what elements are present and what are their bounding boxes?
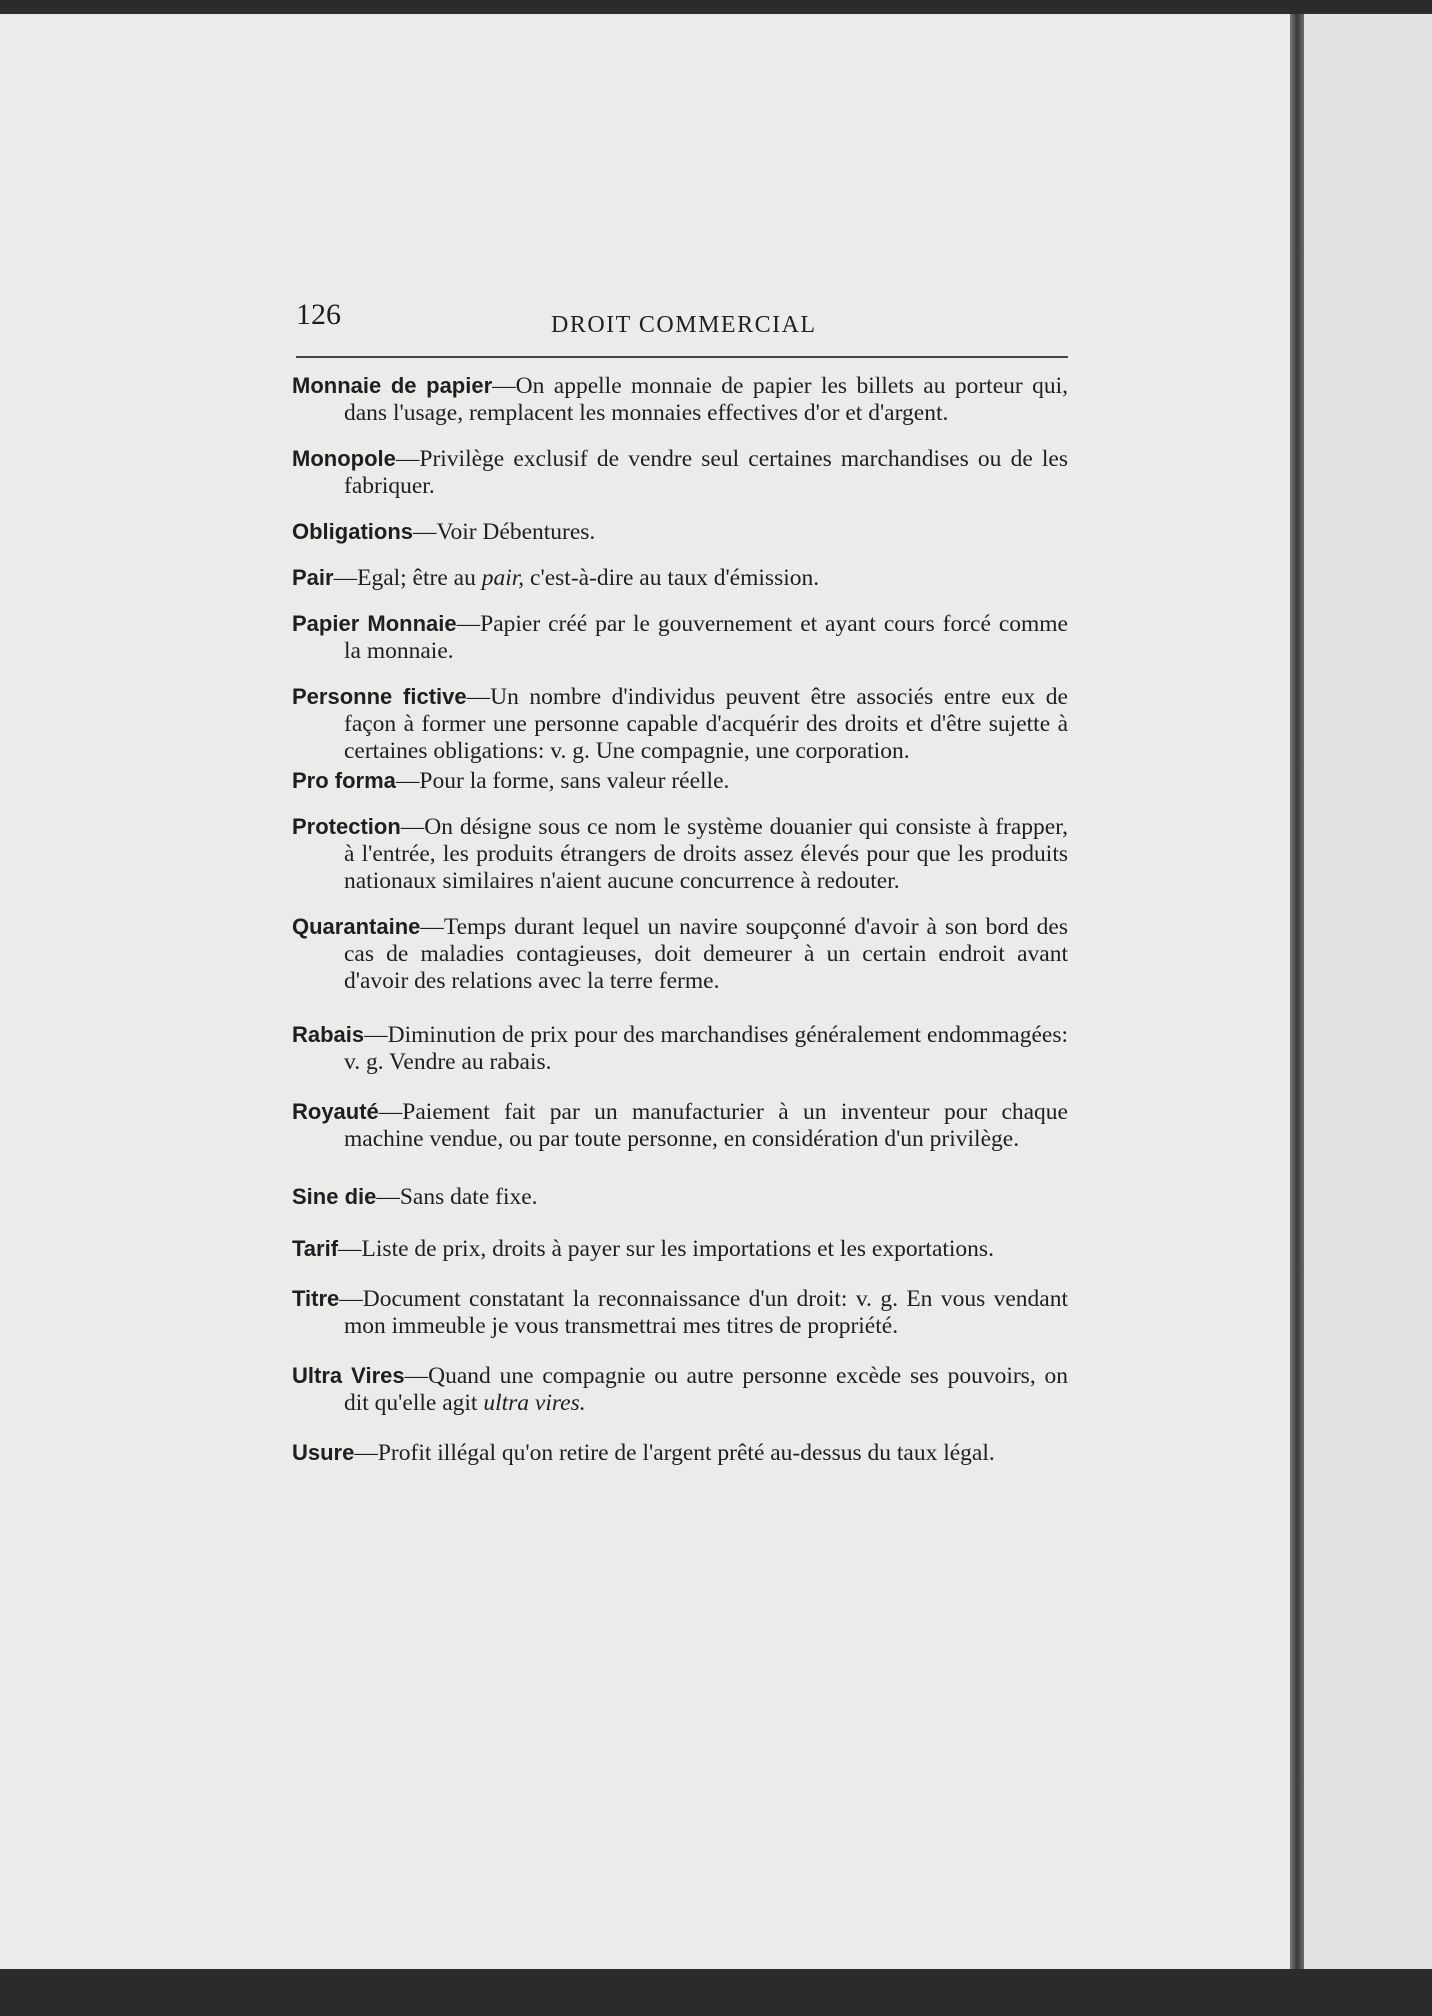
glossary-entry: Monopole—Privilège exclusif de vendre seul certaines marchandises ou de les fabriquer. <box>292 446 1068 499</box>
glossary-entry: Monnaie de papier—On appelle monnaie de papier les billets au porteur qui, dans l'usage, remplacent les monnaies effectives d'or et d'argent. <box>292 373 1068 426</box>
entry-definition-emphasis: pair, <box>481 565 525 591</box>
entry-definition: Pour la forme, sans valeur réelle. <box>419 768 730 794</box>
entry-definition: Liste de prix, droits à payer sur les importations et les exportations. <box>361 1236 994 1262</box>
entry-definition: Profit illégal qu'on retire de l'argent prêté au-dessus du taux légal. <box>377 1440 995 1466</box>
scan-bottom-border <box>0 1969 1432 2016</box>
glossary-entry: Tarif—Liste de prix, droits à payer sur les importations et les exportations. <box>292 1236 994 1262</box>
glossary-entry: Rabais—Diminution de prix pour des marchandises généralement endommagées: v. g. Vendre au rabais. <box>292 1022 1068 1075</box>
glossary-entry: Ultra Vires—Quand une compagnie ou autre personne excède ses pouvoirs, on dit qu'elle agit ultra vires. <box>292 1363 1069 1416</box>
glossary-entry: Protection—On désigne sous ce nom le système douanier qui consiste à frapper, à l'entrée, les produits étrangers de droits assez élevés pour que les produits nationaux similaires n'aient aucune concurrence à redouter. <box>292 814 1068 894</box>
book-spine <box>1290 14 1304 1969</box>
glossary-entry: Personne fictive—Un nombre d'individus peuvent être associés entre eux de façon à former une personne capable d'acquérir des droits et d'être sujette à certaines obligations: v. g. Une compagnie, une corporation. <box>292 684 1068 764</box>
entry-definition: Paiement fait par un manufacturier à un inventeur pour chaque machine vendue, ou par toute personne, en considération d'un privilège. <box>344 1099 1068 1152</box>
entry-definition-part: c'est-à-dire au taux d'émission. <box>524 565 820 591</box>
entry-term: Monopole <box>292 446 396 471</box>
entry-definition: Diminution de prix pour des marchandises généralement endommagées: v. g. Vendre au rabais. <box>344 1022 1068 1075</box>
entry-term: Papier Monnaie <box>292 611 457 636</box>
page-number: 126 <box>296 298 341 331</box>
entry-term: Titre <box>292 1286 340 1311</box>
entry-term: Ultra Vires <box>292 1363 405 1388</box>
entry-term: Quarantaine <box>292 914 421 939</box>
entry-term: Pair <box>292 565 334 590</box>
entry-term: Sine die <box>292 1184 377 1209</box>
entry-definition: Document constatant la reconnaissance d'un droit: v. g. En vous vendant mon immeuble je vous transmettrai mes titres de propriété. <box>344 1286 1068 1339</box>
entry-term: Monnaie de papier <box>292 373 493 398</box>
entry-term: Usure <box>292 1440 355 1465</box>
entry-term: Personne fictive <box>292 684 467 709</box>
entry-definition-part: Egal; être au <box>357 565 482 591</box>
scan-top-border <box>0 0 1432 14</box>
entry-definition: On désigne sous ce nom le système douanier qui consiste à frapper, à l'entrée, les produits étrangers de droits assez élevés pour que les produits nationaux similaires n'aient aucune concurrence à redouter. <box>344 814 1068 894</box>
entry-term: Pro forma <box>292 768 396 793</box>
entry-definition-part: Quand une compagnie ou autre personne excède ses pouvoirs, on dit qu'elle agit <box>344 1363 1069 1416</box>
adjacent-page-edge <box>1304 14 1432 1969</box>
running-title: DROIT COMMERCIAL <box>551 312 817 338</box>
glossary-entry: Titre—Document constatant la reconnaissance d'un droit: v. g. En vous vendant mon immeuble je vous transmettrai mes titres de propriété. <box>292 1286 1068 1339</box>
glossary-entry: Quarantaine—Temps durant lequel un navire soupçonné d'avoir à son bord des cas de maladies contagieuses, doit demeurer à un certain endroit avant d'avoir des relations avec la terre ferme. <box>292 914 1068 994</box>
entry-definition: Temps durant lequel un navire soupçonné d'avoir à son bord des cas de maladies contagieuses, doit demeurer à un certain endroit avant d'avoir des relations avec la terre ferme. <box>344 914 1068 994</box>
glossary-entry: Papier Monnaie—Papier créé par le gouvernement et ayant cours forcé comme la monnaie. <box>292 611 1068 664</box>
entry-term: Obligations <box>292 519 413 544</box>
entry-term: Royauté <box>292 1099 379 1124</box>
entry-definition: Voir Débentures. <box>436 519 596 545</box>
entry-definition-emphasis: ultra vires. <box>483 1390 586 1416</box>
glossary-entries <box>292 372 1068 1467</box>
entry-definition: Sans date fixe. <box>399 1184 538 1210</box>
entry-term: Rabais <box>292 1022 365 1047</box>
page-header <box>296 298 1068 358</box>
entry-definition: Privilège exclusif de vendre seul certaines marchandises ou de les fabriquer. <box>344 446 1068 499</box>
entry-term: Protection <box>292 814 401 839</box>
glossary-entry: Sine die—Sans date fixe. <box>292 1184 538 1210</box>
entry-term: Tarif <box>292 1236 339 1261</box>
glossary-entry: Pro forma—Pour la forme, sans valeur réelle. <box>292 768 730 794</box>
entry-definition: Un nombre d'individus peuvent être associés entre eux de façon à former une personne capable d'acquérir des droits et d'être sujette à certaines obligations: v. g. Une compagnie, une corporation. <box>344 684 1068 764</box>
glossary-entry: Royauté—Paiement fait par un manufacturier à un inventeur pour chaque machine vendue, ou par toute personne, en considération d'un privilège. <box>292 1099 1068 1152</box>
entry-definition: On appelle monnaie de papier les billets au porteur qui, dans l'usage, remplacent les monnaies effectives d'or et d'argent. <box>344 373 1068 426</box>
entry-definition: Papier créé par le gouvernement et ayant cours forcé comme la monnaie. <box>344 611 1068 664</box>
glossary-entry: Pair—Egal; être au pair, c'est-à-dire au taux d'émission. <box>292 565 820 591</box>
glossary-entry: Obligations—Voir Débentures. <box>292 519 596 545</box>
glossary-entry: Usure—Profit illégal qu'on retire de l'argent prêté au-dessus du taux légal. <box>292 1440 995 1466</box>
